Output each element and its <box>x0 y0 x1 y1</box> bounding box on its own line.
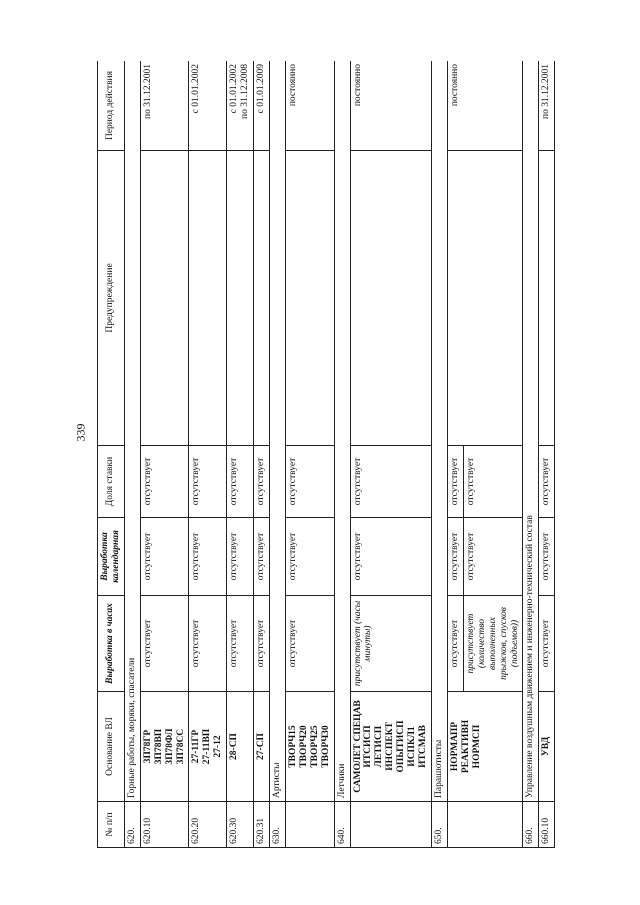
basis-code: ИСПКЛ1 <box>407 726 418 767</box>
header-calendar: Выработка календарная <box>98 518 125 596</box>
basis-code: ОПЫТИСП <box>396 720 407 773</box>
period-line: с 01.01.2002 <box>229 64 240 114</box>
basis-code: ИТСМАВ <box>418 725 429 768</box>
calendar-cell: отсутствует <box>189 518 227 596</box>
calendar-cell-line: отсутствует <box>463 518 477 595</box>
section-number: 660. <box>523 802 539 848</box>
warning-cell <box>140 151 189 446</box>
calendar-cell: отсутствует <box>539 518 555 596</box>
section-title: Управление воздушным движением и инженерно-технический состав <box>523 61 539 802</box>
row-number: 620.20 <box>189 802 227 848</box>
basis-code: НОРМАПР <box>449 721 460 772</box>
row-number: 660.10 <box>539 802 555 848</box>
section-number: 620. <box>124 802 140 848</box>
header-num: № п/п <box>98 802 125 848</box>
basis-codes <box>350 692 431 802</box>
warning-cell <box>285 151 334 446</box>
basis-codes <box>447 692 523 802</box>
period-line: по 31.12.2001 <box>541 64 552 119</box>
basis-code: 28-СП <box>229 733 240 760</box>
table-row <box>189 61 227 848</box>
header-basis: Основание ВЛ <box>98 692 125 802</box>
hours-cell-line: присутствует (количество выполненных прыжков, спусков (подъемов)) <box>463 596 521 691</box>
period-cell <box>285 61 334 151</box>
basis-code: ИТСИСП <box>363 725 374 768</box>
basis-codes <box>254 692 270 802</box>
basis-codes <box>285 692 334 802</box>
hours-cell: присутствует (часы минуты) <box>350 596 431 692</box>
period-line: постоянно <box>352 64 363 107</box>
header-share: Доля ставки <box>98 446 125 518</box>
hours-cell: отсутствует <box>227 596 254 692</box>
basis-code: 27-12 <box>213 735 224 758</box>
document-page <box>97 61 578 848</box>
basis-code: 3П78ВП <box>153 728 164 765</box>
section-row <box>124 61 140 848</box>
section-title: Парашютисты <box>431 61 447 802</box>
basis-code: ТВОРЧ25 <box>309 725 320 768</box>
header-warning: Предупреждение <box>98 151 125 446</box>
period-line: с 01.01.2002 <box>191 64 202 114</box>
basis-codes <box>227 692 254 802</box>
period-cell <box>140 61 189 151</box>
period-line: постоянно <box>449 64 460 107</box>
basis-code: ТВОРЧ15 <box>287 725 298 768</box>
calendar-cell: отсутствует <box>254 518 270 596</box>
calendar-cell-line: отсутствует <box>449 532 460 581</box>
period-cell <box>227 61 254 151</box>
section-title: Артисты <box>269 61 285 802</box>
share-cell <box>447 446 523 518</box>
table-row <box>140 61 189 848</box>
basis-code: РЕАКТИВН <box>460 719 471 774</box>
section-number: 650. <box>431 802 447 848</box>
section-row <box>334 61 350 848</box>
period-line: с 01.01.2009 <box>256 64 267 114</box>
period-line: постоянно <box>287 64 298 107</box>
hours-cell: отсутствует <box>140 596 189 692</box>
calendar-cell: отсутствует <box>140 518 189 596</box>
section-row <box>523 61 539 848</box>
share-cell: отсутствует <box>285 446 334 518</box>
row-number <box>447 802 523 848</box>
share-cell-line: отсутствует <box>449 457 460 506</box>
period-cell <box>254 61 270 151</box>
warning-cell <box>447 151 523 446</box>
rotated-table-container <box>97 61 578 848</box>
section-row <box>431 61 447 848</box>
section-title: Горные работы, моряки, спасатели <box>124 61 140 802</box>
section-number: 630. <box>269 802 285 848</box>
basis-codes <box>539 692 555 802</box>
share-cell: отсутствует <box>254 446 270 518</box>
table-row <box>254 61 270 848</box>
table-row <box>227 61 254 848</box>
share-cell: отсутствует <box>189 446 227 518</box>
calendar-cell <box>447 518 523 596</box>
calendar-cell: отсутствует <box>350 518 431 596</box>
table-row <box>350 61 431 848</box>
share-cell-line: отсутствует <box>463 446 477 517</box>
table-row <box>285 61 334 848</box>
header-period: Период действия <box>98 61 125 151</box>
share-cell: отсутствует <box>539 446 555 518</box>
hours-cell: отсутствует <box>254 596 270 692</box>
basis-code: 27-11ГР <box>191 729 202 764</box>
row-number: 620.10 <box>140 802 189 848</box>
share-cell: отсутствует <box>227 446 254 518</box>
row-number <box>285 802 334 848</box>
basis-code: 27-СП <box>256 733 267 760</box>
share-cell: отсутствует <box>140 446 189 518</box>
basis-code: ТВОРЧ20 <box>298 725 309 768</box>
row-number: 620.30 <box>227 802 254 848</box>
basis-code: ЛЕТИСП <box>374 725 385 768</box>
hours-cell-line: отсутствует <box>449 619 460 668</box>
hours-cell: отсутствует <box>285 596 334 692</box>
basis-codes <box>140 692 189 802</box>
warning-cell <box>227 151 254 446</box>
period-line: по 31.12.2001 <box>142 64 153 119</box>
basis-code: УВД <box>541 736 552 757</box>
hours-cell: отсутствует <box>189 596 227 692</box>
header-hours: Выработка в часах <box>98 596 125 692</box>
row-number: 620.31 <box>254 802 270 848</box>
warning-cell <box>189 151 227 446</box>
basis-code: ТВОРЧ30 <box>320 725 331 768</box>
share-cell: отсутствует <box>350 446 431 518</box>
warning-cell <box>254 151 270 446</box>
period-cell <box>447 61 523 151</box>
basis-code: 3П78ФЛ <box>164 728 175 765</box>
basis-code: НОРМСП <box>471 724 482 769</box>
section-row <box>269 61 285 848</box>
table-row <box>447 61 523 848</box>
period-cell <box>539 61 555 151</box>
hours-cell: отсутствует <box>539 596 555 692</box>
basis-code: 27-11ВП <box>202 728 213 765</box>
warning-cell <box>539 151 555 446</box>
calendar-cell: отсутствует <box>227 518 254 596</box>
period-line: по 31.12.2008 <box>240 64 251 119</box>
basis-code: 3П78ГР <box>142 729 153 764</box>
row-number <box>350 802 431 848</box>
table-body <box>124 61 554 848</box>
section-number: 640. <box>334 802 350 848</box>
period-cell <box>189 61 227 151</box>
warning-cell <box>350 151 431 446</box>
basis-code: 3П78СС <box>175 728 186 765</box>
section-title: Летчики <box>334 61 350 802</box>
period-cell <box>350 61 431 151</box>
basis-code: САМОЛЕТ СПЕЦАВ <box>352 700 363 793</box>
basis-code: ИНСПЕКТ <box>385 722 396 771</box>
hours-cell <box>447 596 523 692</box>
table-row <box>539 61 555 848</box>
calendar-cell: отсутствует <box>285 518 334 596</box>
basis-codes <box>189 692 227 802</box>
header-row <box>98 61 125 848</box>
main-table <box>97 61 555 848</box>
page-number: 339 <box>73 423 88 442</box>
